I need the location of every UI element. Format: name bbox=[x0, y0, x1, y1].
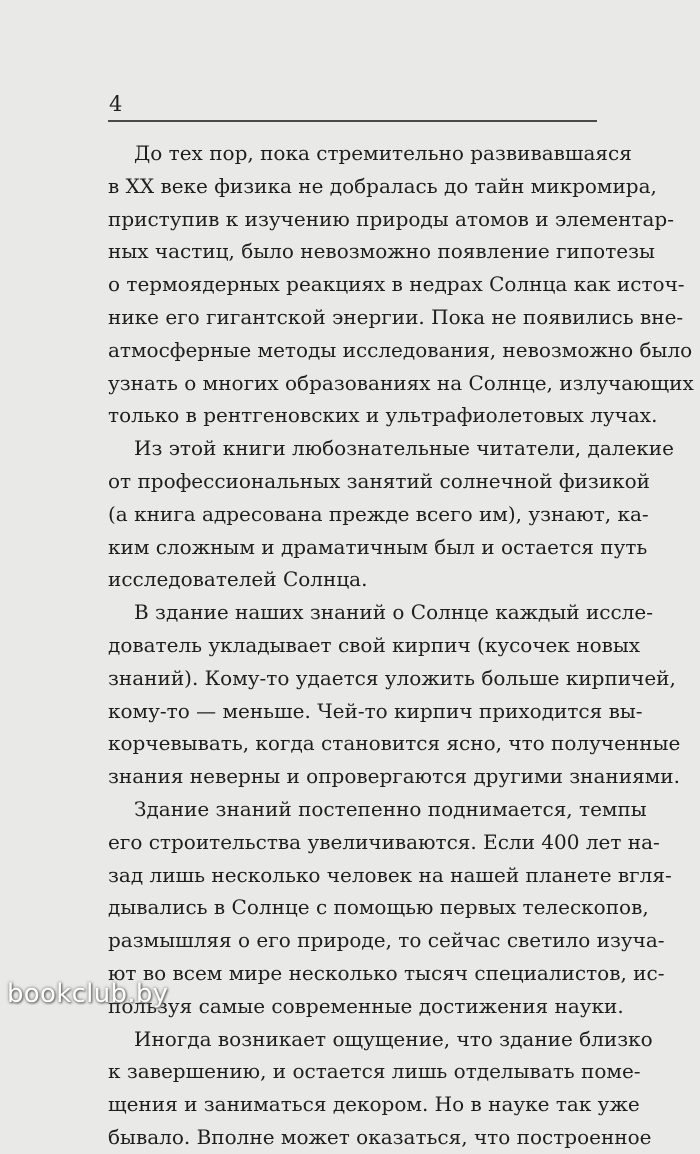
text-line: бывало. Вполне может оказаться, что построенное bbox=[108, 1124, 652, 1149]
text-line: исследователей Солнца. bbox=[108, 567, 368, 592]
text-line: в XX веке физика не добралась до тайн микромира, bbox=[108, 173, 657, 198]
text-line: Здание знаний постепенно поднимается, темпы bbox=[134, 796, 647, 821]
text-line: его строительства увеличиваются. Если 400 лет на- bbox=[108, 829, 660, 854]
paragraph-2 bbox=[108, 432, 674, 596]
text-line: корчевывать, когда становится ясно, что полученные bbox=[108, 731, 681, 756]
text-line: кому-то — меньше. Чей-то кирпич приходится вы- bbox=[108, 698, 643, 723]
text-line: только в рентгеновских и ультрафиолетовых лучах. bbox=[108, 403, 658, 428]
text-line: Из этой книги любознательные читатели, далекие bbox=[134, 436, 674, 461]
text-line: дывались в Солнце с помощью первых телескопов, bbox=[108, 895, 649, 920]
text-line: узнать о многих образованиях на Солнце, излучающих bbox=[108, 370, 694, 395]
text-line: от профессиональных занятий солнечной физикой bbox=[108, 468, 650, 493]
text-line: ким сложным и драматичным был и остается путь bbox=[108, 534, 648, 559]
paragraph-5 bbox=[108, 1023, 653, 1154]
text-line: знания неверны и опровергаются другими знаниями. bbox=[108, 764, 680, 789]
text-line: атмосферные методы исследования, невозможно было bbox=[108, 337, 693, 362]
text-line: щения и заниматься декором. Но в науке так уже bbox=[108, 1092, 640, 1117]
text-line: До тех пор, пока стремительно развивавшаяся bbox=[134, 141, 632, 165]
text-line: приступив к изучению природы атомов и элементар- bbox=[108, 206, 674, 231]
text-line: ют во всем мире несколько тысяч специалистов, ис- bbox=[108, 960, 665, 985]
text-line: дователь укладывает свой кирпич (кусочек новых bbox=[108, 632, 641, 657]
text-line: нике его гигантской энергии. Пока не появились вне- bbox=[108, 304, 684, 329]
text-line: знаний). Кому-то удается уложить больше кирпичей, bbox=[108, 665, 676, 690]
text-line: пользуя самые современные достижения науки. bbox=[108, 993, 624, 1018]
page-number: 4 bbox=[109, 92, 123, 116]
text-line: о термоядерных реакциях в недрах Солнца как источ- bbox=[108, 272, 685, 297]
paragraph-4 bbox=[108, 793, 672, 1023]
text-line: размышляя о его природе, то сейчас светило изуча- bbox=[108, 928, 665, 953]
paragraph-3 bbox=[108, 596, 681, 793]
text-line: Иногда возникает ощущение, что здание близко bbox=[134, 1026, 653, 1051]
site-watermark: bookclub.by bbox=[7, 979, 169, 1009]
text-line: (а книга адресована прежде всего им), узнают, ка- bbox=[108, 501, 649, 526]
text-line: В здание наших знаний о Солнце каждый иссле- bbox=[134, 600, 653, 625]
header-rule bbox=[108, 120, 597, 122]
text-line: зад лишь несколько человек на нашей планете вгля- bbox=[108, 862, 672, 887]
text-line: ных частиц, было невозможно появление гипотезы bbox=[108, 239, 655, 264]
paragraph-1 bbox=[108, 137, 694, 432]
text-body bbox=[108, 137, 694, 1154]
text-line: к завершению, и остается лишь отделывать поме- bbox=[108, 1059, 641, 1084]
